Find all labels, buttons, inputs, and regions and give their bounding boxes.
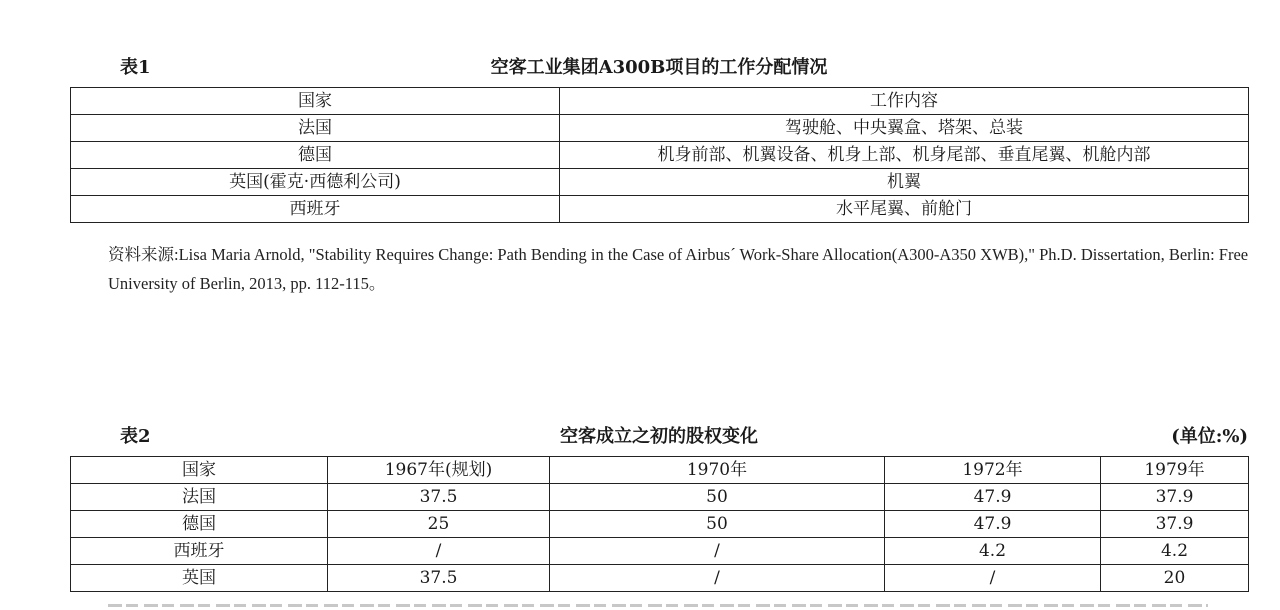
table2-header-cell: 1972年 — [885, 457, 1101, 484]
table1-title: 空客工业集团A300B项目的工作分配情况 — [490, 57, 828, 78]
table2-cell: 4.2 — [885, 538, 1101, 565]
table1-header-row — [71, 88, 1249, 115]
table2-cell: 37.9 — [1101, 484, 1249, 511]
table2-header-cell: 1967年(规划) — [328, 457, 550, 484]
table2-unit: (单位:%) — [1171, 426, 1248, 447]
source-label: 资料来源: — [108, 245, 179, 264]
table1-cell: 水平尾翼、前舱门 — [560, 196, 1249, 223]
table1-cell: 英国(霍克·西德利公司) — [71, 169, 560, 196]
table1-row — [71, 142, 1249, 169]
table2-cell: / — [550, 565, 885, 592]
table1-row — [71, 115, 1249, 142]
table2-cell: 4.2 — [1101, 538, 1249, 565]
table1-label: 表1 — [120, 57, 151, 78]
table2-cell: 47.9 — [885, 511, 1101, 538]
table2-header-row — [71, 457, 1249, 484]
table2-header-cell: 国家 — [71, 457, 328, 484]
table2-cell: 37.9 — [1101, 511, 1249, 538]
table2-cell: 37.5 — [328, 484, 550, 511]
table1-heading — [70, 53, 1248, 79]
table2-cell: 50 — [550, 511, 885, 538]
source-text: Lisa Maria Arnold, "Stability Requires Change: Path Bending in the Case of Airbus´ Work-Share Allocation(A300-A350 XWB)," Ph.D. Dissertation, Berlin: Free University of Berlin, 2013, pp. 112-115。 — [108, 245, 1249, 293]
table1-header-cell: 国家 — [71, 88, 560, 115]
table2-cell: 德国 — [71, 511, 328, 538]
table2-cell: 50 — [550, 484, 885, 511]
table2-cell: 英国 — [71, 565, 328, 592]
table2-cell: 37.5 — [328, 565, 550, 592]
table2-cell: / — [885, 565, 1101, 592]
table1-cell: 驾驶舱、中央翼盒、塔架、总装 — [560, 115, 1249, 142]
table2-header-cell: 1970年 — [550, 457, 885, 484]
table2-title: 空客成立之初的股权变化 — [560, 426, 758, 447]
source-note — [70, 240, 1250, 298]
table2-row — [71, 565, 1249, 592]
table1-row — [71, 196, 1249, 223]
table2-cell: 西班牙 — [71, 538, 328, 565]
table1-row — [71, 169, 1249, 196]
table2-cell: 法国 — [71, 484, 328, 511]
table1-cell: 法国 — [71, 115, 560, 142]
table2-heading — [70, 422, 1248, 448]
table2-cell: 20 — [1101, 565, 1249, 592]
table2-cell: / — [328, 538, 550, 565]
table2-cell: 25 — [328, 511, 550, 538]
table2-row — [71, 511, 1249, 538]
table2-cell: / — [550, 538, 885, 565]
table2-row — [71, 484, 1249, 511]
table1-cell: 机身前部、机翼设备、机身上部、机身尾部、垂直尾翼、机舱内部 — [560, 142, 1249, 169]
table1-cell: 德国 — [71, 142, 560, 169]
table1-header-cell: 工作内容 — [560, 88, 1249, 115]
table2-header-cell: 1979年 — [1101, 457, 1249, 484]
table2-label: 表2 — [120, 426, 151, 447]
table1 — [70, 87, 1249, 223]
cropped-text-line — [108, 600, 1208, 610]
table2 — [70, 456, 1249, 592]
table2-cell: 47.9 — [885, 484, 1101, 511]
table1-cell: 机翼 — [560, 169, 1249, 196]
table1-cell: 西班牙 — [71, 196, 560, 223]
table2-row — [71, 538, 1249, 565]
